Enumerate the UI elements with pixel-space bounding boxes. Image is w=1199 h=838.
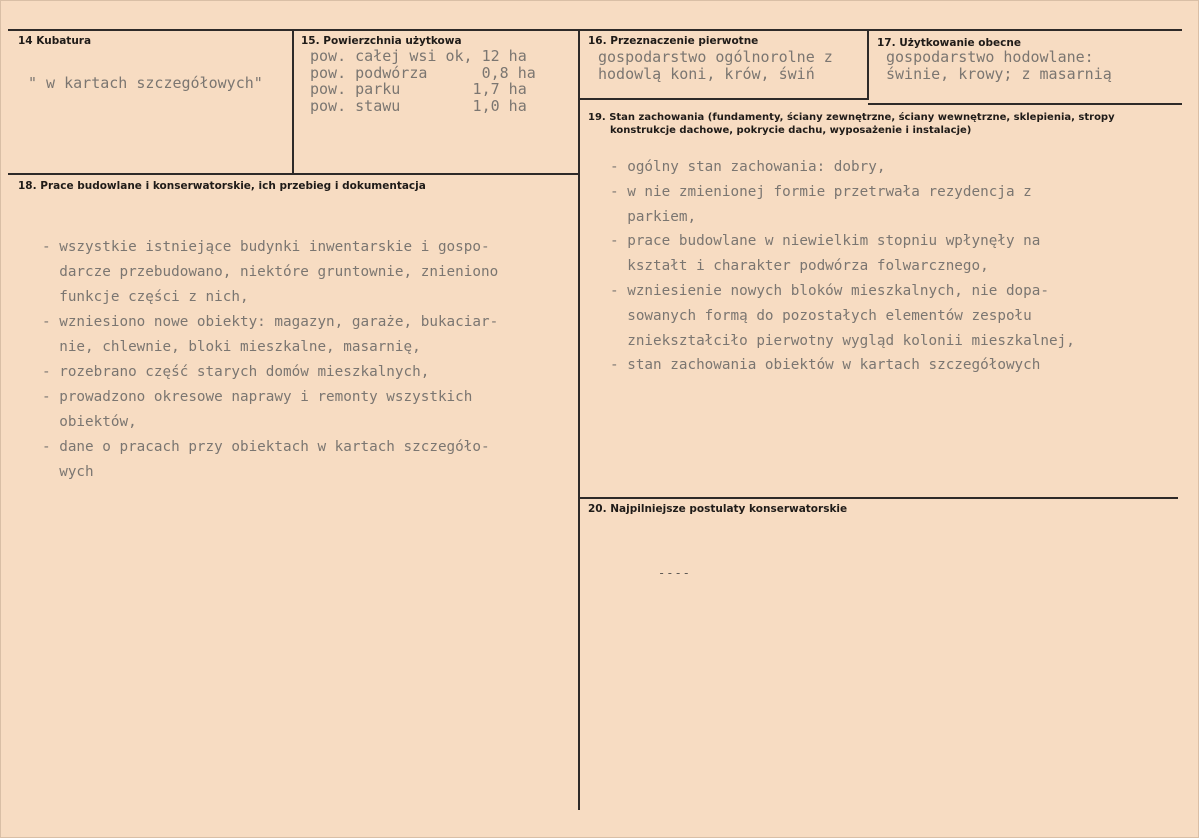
field-19-line: kształt i charakter podwórza folwarcznego, bbox=[610, 258, 989, 275]
field-18-line: - prowadzono okresowe naprawy i remonty wszystkich bbox=[42, 389, 473, 405]
field-19-label-line1: 19. Stan zachowania (fundamenty, ściany zewnętrzne, ściany wewnętrzne, sklepienia, stropy bbox=[588, 112, 1115, 123]
field-15-values bbox=[310, 48, 536, 114]
field-18-line: funkcje części z nich, bbox=[42, 289, 249, 305]
field-15-row: pow. parku 1,7 ha bbox=[310, 80, 527, 98]
field-18-values bbox=[42, 235, 498, 485]
field-20-label: 20. Najpilniejsze postulaty konserwatorskie bbox=[588, 503, 848, 515]
field-17-values bbox=[886, 49, 1112, 83]
field-20-value: ---- bbox=[658, 566, 691, 580]
field-19-values bbox=[610, 155, 1075, 378]
field-18-line: - wzniesiono nowe obiekty: magazyn, garaże, bukaciar- bbox=[42, 314, 499, 330]
field-18-line: darcze przebudowano, niektóre gruntownie, znieniono bbox=[42, 264, 499, 280]
field-15-row: pow. stawu 1,0 ha bbox=[310, 96, 527, 115]
rule-above-20 bbox=[580, 497, 1178, 499]
field-18-line: - rozebrano część starych domów mieszkalnych, bbox=[42, 364, 430, 380]
field-17-label: 17. Użytkowanie obecne bbox=[877, 37, 1021, 49]
top-rule bbox=[8, 29, 1182, 31]
field-18-label: 18. Prace budowlane i konserwatorskie, ich przebieg i dokumentacja bbox=[18, 180, 426, 192]
field-19-line: - ogólny stan zachowania: dobry, bbox=[610, 159, 886, 175]
field-19-line: zniekształciło pierwotny wygląd kolonii mieszkalnej, bbox=[610, 332, 1075, 349]
divider-16-17 bbox=[867, 30, 869, 100]
rule-under-16 bbox=[580, 98, 868, 100]
field-19-label-line2: konstrukcje dachowe, pokrycie dachu, wyposażenie i instalacje) bbox=[610, 125, 972, 136]
field-16-label: 16. Przeznaczenie pierwotne bbox=[588, 35, 759, 47]
field-19-line: - w nie zmienionej formie przetrwała rezydencja z bbox=[610, 183, 1032, 200]
field-15-label: 15. Powierzchnia użytkowa bbox=[301, 35, 462, 47]
rule-under-17 bbox=[868, 103, 1182, 105]
field-14-value: " w kartach szczegółowych" bbox=[28, 74, 263, 92]
main-center-divider bbox=[578, 30, 580, 810]
field-18-line: - wszystkie istniejące budynki inwentarskie i gospo- bbox=[42, 239, 490, 255]
field-19-line: - stan zachowania obiektów w kartach szczegółowych bbox=[610, 357, 1041, 374]
rule-under-14-15 bbox=[8, 173, 580, 175]
field-19-line: - prace budowlane w niewielkim stopniu wpłynęły na bbox=[610, 233, 1041, 250]
field-18-line: - dane o pracach przy obiektach w kartach szczegóło- bbox=[42, 439, 490, 455]
field-16-line: hodowlą koni, krów, świń bbox=[598, 64, 815, 83]
field-19-line: - wzniesienie nowych bloków mieszkalnych, nie dopa- bbox=[610, 282, 1049, 299]
field-19-line: parkiem, bbox=[610, 208, 697, 225]
field-16-line: gospodarstwo ogólnorolne z bbox=[598, 48, 833, 66]
field-14-label: 14 Kubatura bbox=[18, 35, 92, 47]
field-18-line: obiektów, bbox=[42, 414, 137, 430]
field-15-row: pow. całej wsi ok, 12 ha bbox=[310, 47, 527, 65]
field-17-line: gospodarstwo hodowlane: bbox=[886, 48, 1094, 66]
field-19-line: sowanych formą do pozostałych elementów zespołu bbox=[610, 307, 1032, 324]
divider-14-15 bbox=[292, 30, 294, 173]
field-17-line: świnie, krowy; z masarnią bbox=[886, 65, 1112, 83]
field-18-line: nie, chlewnie, bloki mieszkalne, masarnię, bbox=[42, 339, 421, 355]
field-18-line: wych bbox=[42, 464, 94, 480]
field-15-row: pow. podwórza 0,8 ha bbox=[310, 63, 536, 82]
field-16-values bbox=[598, 49, 833, 82]
